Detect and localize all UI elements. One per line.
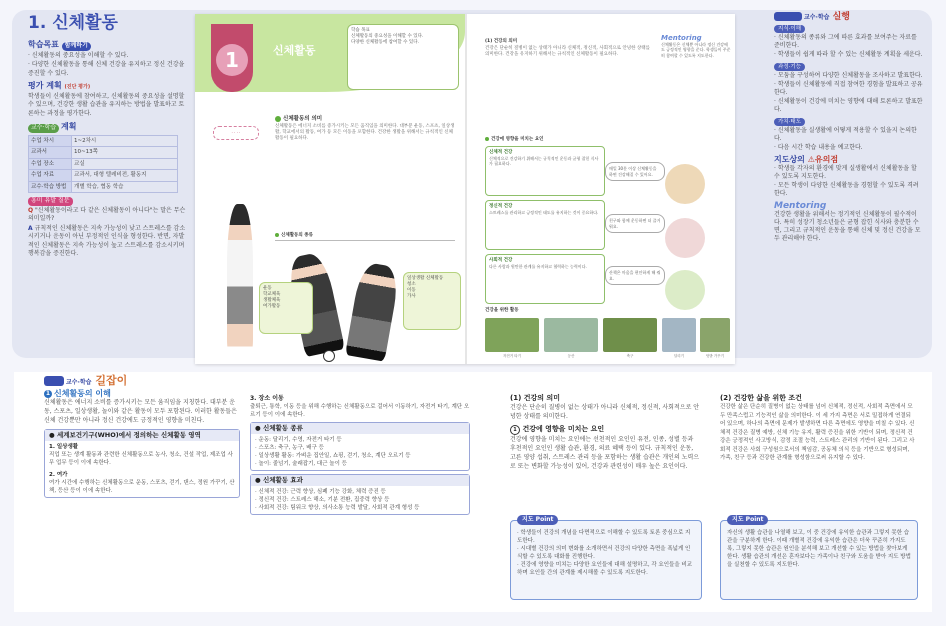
bottom-col-4 <box>720 392 916 463</box>
list-item: · 학생들이 신체활동에 직접 참여한 경험을 발표하고 공유한다. <box>774 81 923 96</box>
divider <box>275 240 455 241</box>
box-subheading: 3. 장소 이동 <box>250 395 284 402</box>
section-pill: 가치·태도 <box>774 118 805 126</box>
table-row: 수업 차시 1~2차시 <box>29 135 178 147</box>
health-card: 신체적 건강 신체적으로 건강하기 위해서는 규칙적인 운동과 균형 잡힌 식사가 필요하다. <box>485 146 605 196</box>
box-text: 여가 시간에 수행하는 신체활동으로 운동, 스포츠, 걷기, 댄스, 정원 가꾸기, 산책, 등산 등이 이에 속한다. <box>49 480 235 494</box>
photo-caption: 자전거 타기 <box>502 354 522 358</box>
book-section1-title: 신체활동의 의미 <box>275 114 322 122</box>
walking-dog-illustration <box>665 164 705 204</box>
plan-table <box>28 135 178 194</box>
book-section2-title: 신체활동의 종류 <box>275 232 313 238</box>
health-card: 정신적 건강 스트레스를 관리하고 긍정적인 태도를 유지하는 것이 중요하다. <box>485 200 605 250</box>
list-item: · 운동: 달리기, 수영, 자전거 타기 등 <box>255 437 342 443</box>
activity-type-card: 일상생활 신체활동 청소 이동 가사 <box>403 272 461 330</box>
bottom-guide-section <box>14 372 932 612</box>
list-item: · 시대별 건강의 의미 변화를 소개하면서 건강의 다양한 측면을 폭넓게 인식할 수 있도록 대화를 진행한다. <box>517 546 691 560</box>
activity-photo <box>662 318 696 352</box>
list-item: · 다음 시간 학습 내용을 예고한다. <box>774 144 863 151</box>
guide-title: 교수·학습 길잡이 <box>44 376 240 387</box>
execution-title: 교수·학습 실행 <box>774 12 924 22</box>
activity-photo <box>603 318 657 352</box>
eval-heading <box>28 82 190 92</box>
goal-heading <box>28 38 190 51</box>
speech-bubble: 친구와 함께 운동하면 더 즐거워요. <box>605 214 665 233</box>
book-right-title: (1) 건강의 의미 <box>485 39 518 44</box>
right-guide-panel <box>774 12 924 357</box>
who-box-heading: ● 세계보건기구(WHO)에서 정의하는 신체활동 영역 <box>45 430 239 441</box>
student-soccer-illustration <box>345 261 401 362</box>
text-heading: (2) 건강한 삶을 위한 조건 <box>720 394 802 402</box>
photo-caption: 달리기 <box>673 354 685 358</box>
eval-label: 평가 계획 <box>28 81 62 90</box>
mentoring-label: Mentoring <box>774 201 827 211</box>
point-text: 자신의 생활 습관을 나열해 보고, 이 중 건강에 유익한 습관과 그렇지 못한 습관을 구분하게 한다. 이때 개별적 건강에 유익한 습관은 더욱 꾸준히 가지도록, 그렇지 못한 습관은 원인을 분석해 보고 개선할 수 있는 방법을 찾아보게 한다. 생활 습관의 개선은 혼자보다는 가족이나 친구와 도움을 받아 지도 방법을 실천할 수 있도록 지도한다. <box>727 530 911 568</box>
photo-caption: 텃밭 가꾸기 <box>705 354 725 358</box>
mentoring-text: 신체활동은 신체뿐 아니라 정신 건강에도 긍정적인 영향을 준다. 학생들이 꾸준히 참여할 수 있도록 지도한다. <box>661 41 731 58</box>
book-mentoring-note <box>661 36 731 58</box>
box-heading: ● 신체활동 효과 <box>251 475 469 486</box>
left-guide-panel <box>28 12 190 357</box>
activity-photo <box>700 318 730 352</box>
text-body: 건강에 영향을 미치는 요인에는 선천적인 요인인 유전, 인종, 성별 등과 후천적인 요인인 생활 습관, 환경, 의료 혜택 등이 있다. 규칙적인 운동, 고른 영양 섭취, 스트레스 관리 등을 포함하는 생활 습관은 개인의 노력으로 또는 변화할 가능성이 있어, 건강과 관련성이 매우 높은 요인이다. <box>510 436 700 470</box>
activity-photo <box>485 318 539 352</box>
textbook-page-image <box>195 14 735 364</box>
meditation-illustration <box>665 270 705 310</box>
question-text: "신체활동이라고 다 같은 신체활동이 아니다"는 말은 무슨 의미일까? <box>28 206 186 222</box>
bottom-col-3 <box>510 392 700 471</box>
answer-text: 규칙적인 신체활동은 지속 가능성이 낮고 스트레스를 감소시키거나 운동이 아닌 부정적인 인식을 형성한다. 반면, 자발적인 신체활동은 지속 가능성이 높고 스트레스를 감소시키며 행복감을 증진한다. <box>28 224 186 257</box>
section-pill: 지식·이해 <box>774 25 805 33</box>
point-tag: 지도 Point <box>727 515 768 525</box>
photo-caption: 등산 <box>567 354 575 358</box>
eval-badge: (진단 평가) <box>64 84 91 90</box>
guidance-point-box <box>510 516 702 600</box>
bottom-col-1 <box>44 376 240 498</box>
unit-title: 신체활동 <box>273 44 316 57</box>
list-item: · 신체활동이 건강에 미치는 영향에 대해 토론하고 발표한다. <box>774 98 923 113</box>
mentoring-text: 건강한 생활을 위해서는 정기적인 신체활동이 필수적이다. 특히 성장기 청소년들은 균형 잡힌 식사와 충분한 수면, 그리고 규칙적인 운동을 통해 신체 및 정신 건강을 모두 관리해야 한다. <box>774 211 921 242</box>
goal-item: · 신체활동의 중요성을 이해할 수 있다. <box>28 51 129 59</box>
qa-tag: 흥미 유발 질문 <box>28 197 73 206</box>
box-subheading: 1. 일상생활 <box>49 444 79 450</box>
point-tag: 지도 Point <box>517 515 558 525</box>
mentoring-label: Mentoring <box>661 34 702 42</box>
list-item: · 신체적 건강: 근력 향상, 심폐 기능 강화, 체력 증진 등 <box>255 489 386 495</box>
table-row: 교과서 10~13쪽 <box>29 147 178 159</box>
plan-badge: 교수·학습 <box>28 124 59 133</box>
text-heading: 1 건강에 영향을 미치는 요인 <box>510 425 700 435</box>
goal-item: · 다양한 신체활동을 통해 신체 건강을 유지하고 정신 건강을 증진할 수 있다. <box>28 61 185 77</box>
table-row: 수업 장소 교실 <box>29 158 178 170</box>
speech-bubble: 산책은 마음을 편안하게 해 줘요. <box>605 266 665 285</box>
list-item: · 놀이: 줄넘기, 술래잡기, 대근 놀이 등 <box>255 461 347 467</box>
caution-heading: 지도상의 ⚠유의점 <box>774 155 839 164</box>
list-item: · 신체활동을 실생활에 어떻게 적용할 수 있을지 논의한다. <box>774 127 917 142</box>
list-item: · 정신적 건강: 스트레스 해소, 기분 전환, 집중력 향상 등 <box>255 497 390 503</box>
photo-caption: 축구 <box>626 354 634 358</box>
eval-text: 학생들이 신체활동에 참여하고, 신체활동의 중요성을 설명할 수 있으며, 건강한 생활 습관을 유지하는 방법을 발표하고 토론하는 과정을 평가한다. <box>28 92 185 117</box>
section-text: 신체활동은 에너지 소비를 증가시키는 모든 움직임을 지칭한다. 대부분 운동, 스포츠, 일상생활, 놀이와 같은 활동이 모두 포함된다. 이러한 활동들은 신체 건강뿐만 아니라 정신 건강에도 긍정적인 영향을 미친다. <box>44 399 237 424</box>
page-title: 1. 신체활동 <box>28 13 118 33</box>
list-item: · 모든 학생이 다양한 신체활동을 경험할 수 있도록 격려한다. <box>774 182 919 197</box>
activity-photo <box>544 318 598 352</box>
interest-question: 흥미 유발 질문 Q "신체활동이라고 다 같은 신체활동이 아니다"는 말은 무슨 의미일까? A 규칙적인 신체활동은 지속 가능성이 낮고 스트레스를 감소시키거나 운동이 아닌 부정적인 인식을 형성한다. 반면, 자발적인 신체활동은 지속 가능성이 높고 스트레스를 감소시키며 행복감을 증진한다. <box>28 197 186 257</box>
activity-type-card: 운동 학교체육 생활체육 여가활동 <box>259 282 313 334</box>
list-item: · 신체활동의 종류와 그에 따른 효과를 보여주는 자료를 준비한다. <box>774 34 917 49</box>
plan-heading <box>28 123 190 133</box>
soccer-ball-icon <box>323 350 335 362</box>
health-card: 사회적 건강 다른 사람과 원만한 관계를 유지하고 협력하는 능력이다. <box>485 254 605 304</box>
guidance-point-box <box>720 516 918 600</box>
box-heading: ● 신체활동 종류 <box>251 423 469 434</box>
section-pill: 과정·기능 <box>774 63 805 71</box>
list-item: · 스포츠: 축구, 농구, 배구 등 <box>255 445 324 451</box>
photos-title: 건강을 위한 활동 <box>485 308 519 313</box>
list-item: · 건강에 영향을 미치는 다양한 요인들에 대해 설명하고, 각 요인들을 비교하며 요인들 간의 관계를 제시해볼 수 있도록 지도한다. <box>517 562 693 576</box>
student-girl-illustration <box>227 204 253 354</box>
book-right-text: 건강은 단순히 질병이 없는 상태가 아니라 신체적, 정신적, 사회적으로 안녕한 상태를 의미한다. 건강을 유지하기 위해서는 규칙적인 신체활동이 필요하다. <box>485 46 650 57</box>
box-text: 직업 또는 생계 활동과 관련한 신체활동으로 농사, 청소, 건설 작업, 제조업 사무 업무 등이 이에 속한다. <box>49 452 233 466</box>
text-heading: (1) 건강의 의미 <box>510 394 560 402</box>
plan-label: 계획 <box>61 122 77 131</box>
list-item: · 일상생활 활동: 가벼운 집안일, 쇼핑, 걷기, 청소, 계단 오르기 등 <box>255 453 411 459</box>
section-heading: 1 신체활동의 이해 <box>45 389 111 398</box>
table-row: 교수·학습 방법 개별 학습, 협동 학습 <box>29 181 178 193</box>
list-item: · 학생들 각자의 환경에 맞게 실생활에서 신체활동을 할 수 있도록 지도한다. <box>774 165 917 180</box>
who-box <box>44 429 240 498</box>
info-icon: ● <box>49 431 55 439</box>
activity-types-box <box>250 422 470 471</box>
box-subheading: 2. 여가 <box>49 472 68 478</box>
text-body: 건강한 삶은 단순히 질병이 없는 상태를 넘어 신체적, 정신적, 사회적 측면에서 모두 만족스럽고 기능적인 삶을 의미한다. 이 세 가지 측면은 서로 밀접하게 연결되어 있으며, 하나의 측면에 문제가 발생하면 다른 측면에도 영향을 미칠 수 있다. 신체적 건강은 질병 예방, 신체 기능 유지, 활력 증진을 위한 기반이 되며, 정신적 건강은 긍정적인 사고방식, 감정 조절 능력, 스트레스 관리의 기반이 된다. 그리고 사회적 건강은 사회 구성원으로서의 책임감, 공동체 의식 등을 기반으로 형성되며, 가족, 친구 등과 건강한 관계를 형성함으로써 유지할 수 있다. <box>720 404 915 461</box>
box-text: 출퇴근, 통학, 이동 등을 위해 수행하는 신체활동으로 걸어서 이동하기, 자전거 타기, 계단 오르기 등이 이에 속한다. <box>250 404 470 418</box>
book-right-section: 건강에 영향을 미치는 요인 <box>485 136 544 142</box>
page-fold <box>465 14 467 364</box>
list-item: · 학생들이 건강의 개념을 다면적으로 이해할 수 있도록 토론 중심으로 지도한다. <box>517 530 691 544</box>
info-icon: ● <box>255 424 261 432</box>
warning-icon: ⚠ <box>807 155 815 164</box>
list-item: · 모둠을 구성하여 다양한 신체활동을 조사하고 발표한다. <box>774 72 923 79</box>
friends-illustration <box>665 218 705 258</box>
book-section1-text: 신체활동은 에너지 소비를 증가시키는 모든 움직임을 의미한다. 대부분 운동, 스포츠, 일상생활, 학교에서의 활동, 여가 등 모든 이동을 포함한다. 건강한 생활을 위해서는 규칙적인 신체활동이 필요하다. <box>275 124 455 141</box>
table-row: 수업 자료 교과서, 대형 텔레비전, 활동지 <box>29 170 178 182</box>
list-item: · 사회적 건강: 팀워크 향상, 의사소통 능력 발달, 사회적 관계 형성 등 <box>255 505 420 511</box>
info-icon: ● <box>255 476 261 484</box>
list-item: · 학생들이 쉽게 따라 할 수 있는 신체활동 계획을 세운다. <box>774 51 923 58</box>
activity-effects-box <box>250 474 470 515</box>
unit-goal-box: 학습 목표 신체활동의 중요성을 이해할 수 있다. 다양한 신체활동에 참여할 수 있다. <box>347 24 459 90</box>
unit-number: 1 <box>216 44 248 76</box>
speech-bubble: 매일 30분 이상 신체활동을 하면 건강해질 수 있어요. <box>605 162 665 181</box>
goal-badge: 함께하기 <box>62 42 91 51</box>
bottom-col-2 <box>250 394 470 515</box>
text-body: 건강은 단순히 질병이 없는 상태가 아니라 신체적, 정신적, 사회적으로 안녕한 상태를 의미한다. <box>510 404 700 420</box>
goal-label: 학습목표 <box>28 40 59 49</box>
decorative-tag: · · · · <box>213 126 259 140</box>
